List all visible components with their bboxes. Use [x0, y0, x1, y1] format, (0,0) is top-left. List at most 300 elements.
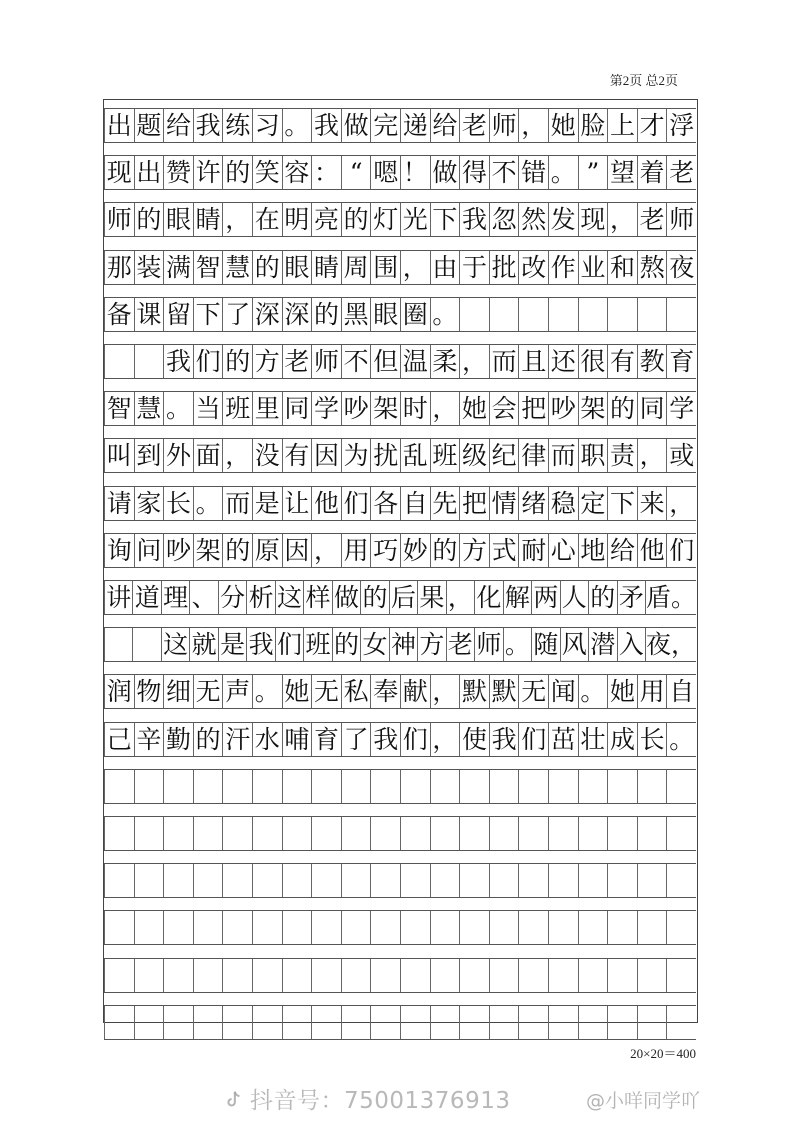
- grid-cell: 让: [282, 487, 312, 520]
- grid-cell: [341, 911, 371, 944]
- grid-cell: 因: [282, 534, 312, 567]
- grid-cell: 由: [430, 251, 460, 284]
- grid-cell: 在: [252, 203, 282, 236]
- grid-cell: 灯: [370, 203, 400, 236]
- grid-cell: [311, 817, 341, 850]
- grid-cell: 时: [400, 392, 430, 425]
- grid-cell: [430, 911, 460, 944]
- grid-cell: 深: [252, 298, 282, 331]
- grid-cell: 下: [607, 487, 637, 520]
- grid-cell: 神: [389, 628, 417, 661]
- grid-cell: [341, 959, 371, 992]
- grid-cell: 就: [189, 628, 217, 661]
- grid-row: [104, 910, 696, 945]
- grid-cell: 潜: [588, 628, 616, 661]
- grid-cell: 熬: [637, 251, 667, 284]
- grid-cell: 、: [189, 581, 217, 614]
- grid-cell: 得: [459, 156, 489, 189]
- grid-cell: 人: [560, 581, 588, 614]
- grid-cell: 会: [489, 392, 519, 425]
- grid-cell: 的: [332, 628, 360, 661]
- grid-cell: 用: [341, 534, 371, 567]
- grid-cell: [637, 864, 667, 897]
- grid-cell: [311, 911, 341, 944]
- grid-cell: [430, 864, 460, 897]
- grid-row: [104, 533, 696, 568]
- grid-row: [104, 863, 696, 898]
- grid-row: [104, 155, 696, 190]
- grid-cell: 物: [134, 675, 164, 708]
- grid-cell: [578, 817, 608, 850]
- grid-cell: 方: [459, 534, 489, 567]
- grid-cell: [400, 1006, 430, 1039]
- grid-cell: [222, 1006, 252, 1039]
- grid-cell: 无: [193, 675, 223, 708]
- grid-cell: 批: [489, 251, 519, 284]
- grid-cell: [459, 1006, 489, 1039]
- grid-cell: “: [341, 156, 371, 189]
- grid-cell: 班: [430, 439, 460, 472]
- grid-cell: [370, 1006, 400, 1039]
- grid-cell: 细: [163, 675, 193, 708]
- grid-cell: [400, 864, 430, 897]
- grid-cell: 教: [637, 345, 667, 378]
- grid-cell: [666, 817, 696, 850]
- grid-cell: 她: [282, 675, 312, 708]
- grid-row: [104, 108, 696, 143]
- grid-cell: 架: [578, 392, 608, 425]
- grid-row: [104, 297, 696, 332]
- grid-cell: 我: [370, 723, 400, 756]
- grid-cell: 巧: [370, 534, 400, 567]
- grid-cell: 慧: [134, 392, 164, 425]
- grid-cell: 做: [341, 109, 371, 142]
- grid-cell: [637, 770, 667, 803]
- grid-cell: 职: [578, 439, 608, 472]
- grid-cell: [252, 770, 282, 803]
- grid-cell: [311, 770, 341, 803]
- grid-cell: 题: [134, 109, 164, 142]
- grid-cell: ，: [311, 534, 341, 567]
- grid-cell: 默: [489, 675, 519, 708]
- grid-cell: ，: [430, 675, 460, 708]
- grid-cell: [193, 864, 223, 897]
- grid-cell: 错: [518, 156, 548, 189]
- grid-cell: 的: [311, 298, 341, 331]
- grid-cell: 望: [607, 156, 637, 189]
- grid-cell: 请: [104, 487, 134, 520]
- grid-cell: [104, 770, 134, 803]
- grid-cell: 闻: [548, 675, 578, 708]
- grid-cell: [666, 911, 696, 944]
- grid-cell: 。: [252, 675, 282, 708]
- grid-cell: 的: [607, 392, 637, 425]
- grid-cell: [222, 864, 252, 897]
- grid-cell: 耐: [518, 534, 548, 567]
- grid-cell: 妙: [400, 534, 430, 567]
- grid-cell: ，: [518, 109, 548, 142]
- grid-cell: 容: [282, 156, 312, 189]
- grid-cell: [341, 1006, 371, 1039]
- grid-row: [104, 958, 696, 993]
- grid-cell: 女: [360, 628, 388, 661]
- grid-cell: 黑: [341, 298, 371, 331]
- grid-cell: 围: [370, 251, 400, 284]
- grid-cell: 们: [341, 487, 371, 520]
- grid-cell: 吵: [341, 392, 371, 425]
- grid-cell: 夜: [666, 251, 696, 284]
- grid-cell: 道: [132, 581, 160, 614]
- grid-cell: 因: [311, 439, 341, 472]
- grid-cell: 出: [104, 109, 134, 142]
- grid-cell: [666, 1006, 696, 1039]
- grid-cell: 析: [246, 581, 274, 614]
- grid-cell: 把: [518, 392, 548, 425]
- grid-cell: 化: [474, 581, 502, 614]
- grid-cell: 满: [163, 251, 193, 284]
- grid-cell: 家: [134, 487, 164, 520]
- grid-cell: 眼: [370, 298, 400, 331]
- grid-cell: [400, 817, 430, 850]
- grid-cell: [163, 959, 193, 992]
- grid-cell: 的: [222, 156, 252, 189]
- grid-cell: 乱: [400, 439, 430, 472]
- grid-cell: [134, 864, 164, 897]
- grid-cell: [282, 817, 312, 850]
- grid-cell: 茁: [548, 723, 578, 756]
- grid-cell: 各: [370, 487, 400, 520]
- grid-cell: 润: [104, 675, 134, 708]
- grid-cell: 而: [489, 345, 519, 378]
- grid-cell: [637, 1006, 667, 1039]
- grid-cell: [222, 817, 252, 850]
- grid-cell: [548, 864, 578, 897]
- grid-cell: 级: [459, 439, 489, 472]
- grid-cell: 下: [193, 298, 223, 331]
- grid-cell: 情: [489, 487, 519, 520]
- grid-cell: [637, 298, 667, 331]
- grid-cell: 或: [666, 439, 696, 472]
- grid-cell: [132, 628, 160, 661]
- grid-cell: [104, 628, 132, 661]
- grid-cell: 吵: [548, 392, 578, 425]
- grid-cell: [430, 770, 460, 803]
- grid-cell: 方: [252, 345, 282, 378]
- grid-cell: 来: [637, 487, 667, 520]
- grid-cell: [341, 770, 371, 803]
- grid-cell: 的: [222, 534, 252, 567]
- watermark-username: @小咩同学吖: [586, 1090, 701, 1112]
- grid-cell: 做: [430, 156, 460, 189]
- grid-cell: 智: [193, 251, 223, 284]
- grid-cell: 稳: [548, 487, 578, 520]
- grid-cell: 育: [666, 345, 696, 378]
- grid-cell: 样: [303, 581, 331, 614]
- grid-cell: 自: [400, 487, 430, 520]
- grid-cell: [430, 959, 460, 992]
- grid-cell: 老: [282, 345, 312, 378]
- grid-cell: 周: [341, 251, 371, 284]
- grid-cell: 扰: [370, 439, 400, 472]
- grid-cell: 。: [503, 628, 531, 661]
- grid-row: [104, 1005, 696, 1040]
- grid-cell: 上: [607, 109, 637, 142]
- grid-cell: [578, 1006, 608, 1039]
- grid-cell: 。: [578, 675, 608, 708]
- grid-cell: [370, 959, 400, 992]
- grid-cell: 且: [518, 345, 548, 378]
- grid-cell: [400, 959, 430, 992]
- grid-cell: 风: [560, 628, 588, 661]
- grid-cell: 分: [218, 581, 246, 614]
- grid-cell: [578, 864, 608, 897]
- grid-cell: 是: [218, 628, 246, 661]
- grid-cell: [104, 345, 134, 378]
- grid-row: [104, 250, 696, 285]
- grid-cell: 纪: [489, 439, 519, 472]
- grid-cell: 用: [637, 675, 667, 708]
- grid-cell: [370, 770, 400, 803]
- grid-cell: [489, 817, 519, 850]
- grid-cell: [607, 770, 637, 803]
- grid-row: [104, 344, 696, 379]
- grid-cell: 辛: [134, 723, 164, 756]
- grid-cell: 课: [134, 298, 164, 331]
- grid-cell: 式: [489, 534, 519, 567]
- grid-cell: [193, 911, 223, 944]
- grid-cell: [518, 959, 548, 992]
- platform-watermark: [222, 1082, 510, 1115]
- grid-cell: 练: [222, 109, 252, 142]
- grid-cell: 睛: [193, 203, 223, 236]
- grid-cell: [430, 1006, 460, 1039]
- grid-cell: 的: [222, 345, 252, 378]
- grid-cell: [222, 770, 252, 803]
- grid-cell: 夜，: [645, 630, 696, 660]
- grid-cell: [489, 959, 519, 992]
- grid-cell: [637, 817, 667, 850]
- grid-cell: 们: [275, 628, 303, 661]
- grid-cell: 。: [163, 392, 193, 425]
- grid-cell: 果: [417, 581, 445, 614]
- grid-cell: [370, 911, 400, 944]
- grid-cell: [459, 959, 489, 992]
- grid-cell: 温: [400, 345, 430, 378]
- grid-cell: 长: [163, 487, 193, 520]
- grid-cell: 现: [578, 203, 608, 236]
- grid-cell: 师: [311, 345, 341, 378]
- grid-cell: ，: [459, 345, 489, 378]
- grid-cell: 没: [252, 439, 282, 472]
- grid-cell: 装: [134, 251, 164, 284]
- grid-cell: 他: [311, 487, 341, 520]
- grid-cell: 当: [193, 392, 223, 425]
- grid-cell: 班: [222, 392, 252, 425]
- grid-cell: 现: [104, 156, 134, 189]
- grid-cell: 备: [104, 298, 134, 331]
- grid-cell: [666, 770, 696, 803]
- grid-cell: 入: [617, 628, 645, 661]
- grid-cell: [252, 1006, 282, 1039]
- grid-cell: 老: [459, 109, 489, 142]
- grid-row: [104, 486, 696, 521]
- grid-cell: 先: [430, 487, 460, 520]
- grid-cell: [134, 959, 164, 992]
- grid-cell: 到: [134, 439, 164, 472]
- grid-cell: 眼: [282, 251, 312, 284]
- grid-count-label: 20×20＝400: [630, 1046, 696, 1061]
- grid-cell: [607, 864, 637, 897]
- grid-cell: 。: [193, 487, 223, 520]
- grid-cell: 她: [607, 675, 637, 708]
- grid-cell: [489, 298, 519, 331]
- grid-cell: 睛: [311, 251, 341, 284]
- grid-cell: 默: [459, 675, 489, 708]
- grid-cell: 改: [518, 251, 548, 284]
- grid-cell: [341, 864, 371, 897]
- grid-cell: 汗: [222, 723, 252, 756]
- grid-cell: 亮: [311, 203, 341, 236]
- grid-cell: [518, 864, 548, 897]
- grid-cell: 那: [104, 251, 134, 284]
- grid-cell: 这: [275, 581, 303, 614]
- grid-cell: 习: [252, 109, 282, 142]
- grid-row: [104, 722, 696, 757]
- grid-cell: ，: [446, 581, 474, 614]
- grid-cell: ，: [666, 487, 696, 520]
- grid-cell: [193, 770, 223, 803]
- grid-cell: [400, 911, 430, 944]
- grid-cell: 我: [193, 109, 223, 142]
- grid-cell: ”: [578, 156, 608, 189]
- grid-cell: [548, 817, 578, 850]
- grid-cell: 完: [370, 109, 400, 142]
- grid-cell: [134, 911, 164, 944]
- grid-cell: [637, 959, 667, 992]
- grid-cell: 心: [548, 534, 578, 567]
- grid-cell: [104, 959, 134, 992]
- grid-cell: 有: [282, 439, 312, 472]
- grid-cell: 为: [341, 439, 371, 472]
- grid-cell: 原: [252, 534, 282, 567]
- grid-cell: [252, 911, 282, 944]
- grid-cell: 己: [104, 723, 134, 756]
- grid-cell: [666, 298, 696, 331]
- grid-cell: 无: [311, 675, 341, 708]
- grid-cell: ，: [222, 203, 252, 236]
- grid-cell: [252, 864, 282, 897]
- grid-row: [104, 674, 696, 709]
- grid-cell: 于: [459, 251, 489, 284]
- grid-cell: [459, 864, 489, 897]
- grid-cell: 还: [548, 345, 578, 378]
- grid-cell: [548, 911, 578, 944]
- grid-cell: 而: [222, 487, 252, 520]
- grid-cell: 面: [193, 439, 223, 472]
- grid-cell: [548, 770, 578, 803]
- page-indicator: 第2页 总2页: [609, 73, 678, 88]
- grid-cell: [134, 345, 164, 378]
- grid-cell: [282, 911, 312, 944]
- grid-cell: 理: [161, 581, 189, 614]
- grid-cell: 老: [637, 203, 667, 236]
- grid-cell: 学: [311, 392, 341, 425]
- grid-cell: 有: [607, 345, 637, 378]
- grid-cell: 老: [666, 156, 696, 189]
- grid-cell: 私: [341, 675, 371, 708]
- grid-cell: [607, 1006, 637, 1039]
- grid-cell: [637, 911, 667, 944]
- grid-cell: 责: [607, 439, 637, 472]
- grid-cell: 哺: [282, 723, 312, 756]
- grid-cell: [163, 770, 193, 803]
- grid-cell: 他: [637, 534, 667, 567]
- composition-grid: [103, 99, 698, 1023]
- grid-cell: [341, 817, 371, 850]
- grid-cell: 眼: [163, 203, 193, 236]
- grid-cell: [607, 817, 637, 850]
- grid-cell: 这: [161, 628, 189, 661]
- grid-cell: [607, 298, 637, 331]
- grid-cell: 盾。: [645, 583, 696, 612]
- grid-cell: [163, 911, 193, 944]
- grid-cell: ，: [607, 203, 637, 236]
- grid-row: [104, 769, 696, 804]
- grid-cell: 。: [430, 298, 460, 331]
- grid-cell: 。: [282, 109, 312, 142]
- grid-cell: [370, 817, 400, 850]
- grid-cell: [548, 1006, 578, 1039]
- grid-cell: 自: [666, 675, 696, 708]
- grid-cell: 下: [430, 203, 460, 236]
- grid-cell: [459, 298, 489, 331]
- grid-cell: 着: [637, 156, 667, 189]
- grid-cell: [104, 911, 134, 944]
- grid-cell: [489, 770, 519, 803]
- grid-cell: [489, 911, 519, 944]
- grid-cell: [282, 770, 312, 803]
- grid-cell: 作: [548, 251, 578, 284]
- grid-cell: 柔: [430, 345, 460, 378]
- grid-cell: 递: [400, 109, 430, 142]
- grid-cell: 定: [578, 487, 608, 520]
- grid-cell: 我: [246, 628, 274, 661]
- grid-cell: [400, 770, 430, 803]
- grid-cell: 架: [370, 392, 400, 425]
- grid-cell: 架: [193, 534, 223, 567]
- grid-cell: 。: [666, 723, 696, 756]
- grid-cell: 们: [518, 723, 548, 756]
- grid-cell: 成: [607, 723, 637, 756]
- grid-cell: 奉: [370, 675, 400, 708]
- grid-cell: 外: [163, 439, 193, 472]
- grid-cell: [518, 911, 548, 944]
- grid-cell: 她: [459, 392, 489, 425]
- grid-cell: [666, 959, 696, 992]
- grid-cell: [193, 817, 223, 850]
- grid-cell: 地: [578, 534, 608, 567]
- grid-cell: 师: [666, 203, 696, 236]
- grid-cell: 勤: [163, 723, 193, 756]
- grid-cell: 讲: [104, 581, 132, 614]
- grid-cell: 给: [163, 109, 193, 142]
- grid-cell: 叫: [104, 439, 134, 472]
- grid-cell: 业: [578, 251, 608, 284]
- grid-cell: ，: [400, 251, 430, 284]
- grid-cell: 询: [104, 534, 134, 567]
- grid-row: [104, 816, 696, 851]
- grid-cell: [459, 817, 489, 850]
